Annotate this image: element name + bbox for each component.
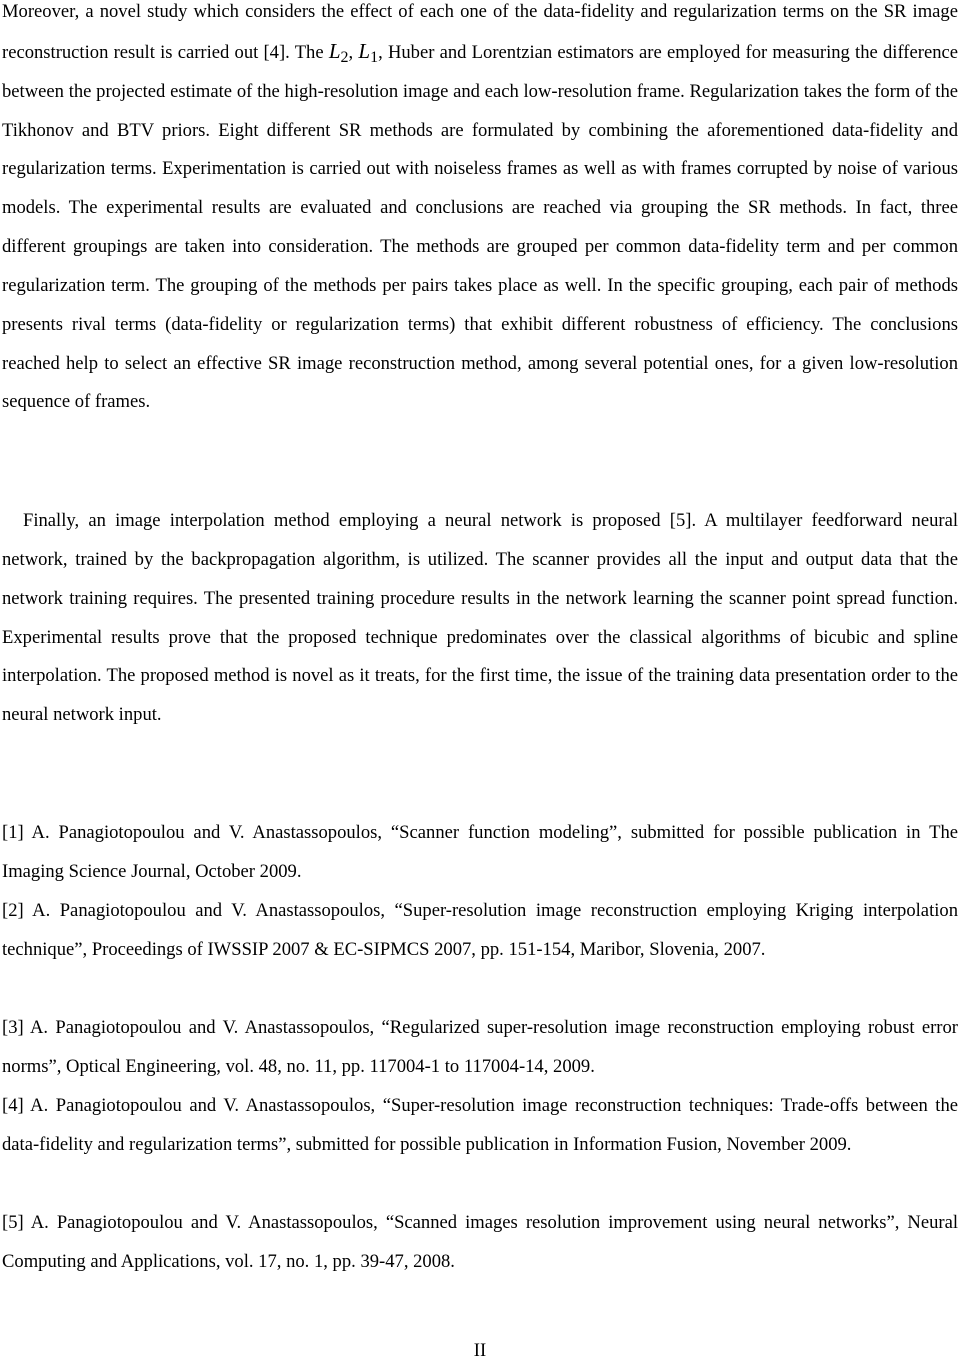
reference-1: [1] A. Panagiotopoulou and V. Anastassopoulos, “Scanner function modeling”, submitted for possible publication in The Imaging Science Journal, October 2009. [2,822,958,882]
page-number: II [473,1340,487,1361]
paragraph-sr-study: Moreover, a novel study which considers the effect of each one of the data-fidelity and regularization terms on the SR image reconstruction result is carried out [4]. The $L_2$, $L_1$, Huber and Lorentzian estimators are employed for measuring the difference between the projected estimate of the high-resolution image and each low-resolution frame. Regularization takes the form of the Tikhonov and BTV priors. Eight different SR methods are formulated by combining the aforementioned data-fidelity and regularization terms. Experimentation is carried out with noiseless frames as well as with frames corrupted by noise of various models. The experimental results are evaluated and conclusions are reached via grouping the SR methods. In fact, three different groupings are taken into consideration. The methods are grouped per common data-fidelity term and per common regularization term. The grouping of the methods per pairs takes place as well. In the specific grouping, each pair of methods presents rival terms (data-fidelity or regularization terms) that exhibit different robustness of efficiency. The conclusions reached help to select an effective SR image reconstruction method, among several potential ones, for a given low-resolution sequence of frames. [2,1,958,413]
reference-5: [5] A. Panagiotopoulou and V. Anastassopoulos, “Scanned images resolution improvement using neural networks”, Neural Computing and Applications, vol. 17, no. 1, pp. 39-47, 2008. [2,1212,958,1272]
paragraph-sr-study-text-end: , Huber and Lorentzian estimators are employed for measuring the difference between the projected estimate of the high-resolution image and each low-resolution frame. Regularization takes the form of the Tikhonov and BTV priors. Eight different SR methods are formulated by combining the aforementioned data-fidelity and regularization terms. Experimentation is carried out with noiseless frames as well as with frames corrupted by noise of various models. The experimental results are evaluated and conclusions are reached via grouping the SR methods. In fact, three different groupings are taken into consideration. The methods are grouped per common data-fidelity term and per common regularization term. The grouping of the methods per pairs takes place as well. In the specific grouping, each pair of methods presents rival terms (data-fidelity or regularization terms) that exhibit different robustness of efficiency. The conclusions reached help to select an effective SR image reconstruction method, among several potential ones, for a given low-resolution sequence of frames. [2,41,958,413]
math-l1: $L_1$ [358,38,379,66]
paragraph-sr-study-text-start: Moreover, a novel study which considers the effect of each one of the data-fidelity and regularization terms on the SR image reconstruction result is carried out [4]. The [2,1,958,63]
reference-4: [4] A. Panagiotopoulou and V. Anastassopoulos, “Super-resolution image reconstruction techniques: Trade-offs between the data-fidelity and regularization terms”, submitted for possible publication in Information Fusion, November 2009. [2,1095,958,1155]
paragraph-neural-interpolation: Finally, an image interpolation method employing a neural network is proposed [5]. A multilayer feedforward neural network, trained by the backpropagation algorithm, is utilized. The scanner provides all the input and output data that the network training requires. The presented training procedure results in the network learning the scanner point spread function. Experimental results prove that the proposed technique predominates over the classical algorithms of bicubic and spline interpolation. The proposed method is novel as it treats, for the first time, the issue of the training data presentation order to the neural network input. [2,510,958,726]
document-page [2,0,958,1361]
math-l2: $L_2$ [328,38,349,66]
reference-3: [3] A. Panagiotopoulou and V. Anastassopoulos, “Regularized super-resolution image reconstruction employing robust error norms”, Optical Engineering, vol. 48, no. 11, pp. 117004-1 to 117004-14, 2009. [2,1017,958,1077]
reference-2: [2] A. Panagiotopoulou and V. Anastassopoulos, “Super-resolution image reconstruction employing Kriging interpolation technique”, Proceedings of IWSSIP 2007 & EC-SIPMCS 2007, pp. 151-154, Maribor, Slovenia, 2007. [2,900,958,960]
